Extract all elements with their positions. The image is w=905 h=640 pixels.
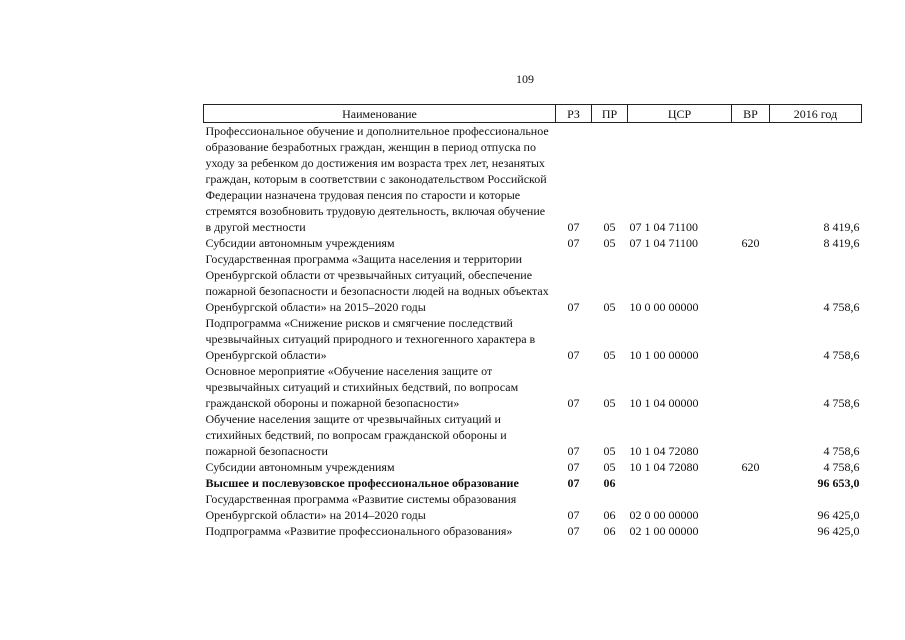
row-rz: 07 [567, 460, 580, 474]
row-vr [732, 123, 770, 236]
row-amount: 4 758,6 [823, 300, 860, 314]
row-amount: 4 758,6 [823, 444, 860, 458]
row-name: Субсидии автономным учреждениям [205, 460, 395, 474]
row-rz: 07 [567, 444, 580, 458]
row-csr: 10 1 04 72080 [629, 444, 699, 458]
row-name: Обучение населения защите от чрезвычайных ситуаций и стихийных бедствий, по вопросам гражданской обороны и пожарной безопасности [205, 412, 507, 458]
row-vr: 620 [741, 236, 760, 250]
row-csr: 10 0 00 00000 [629, 300, 699, 314]
table-row [204, 251, 862, 315]
row-amount: 8 419,6 [823, 220, 860, 234]
row-amount: 96 425,0 [817, 524, 860, 538]
table-row [204, 315, 862, 363]
row-rz: 07 [567, 476, 580, 490]
row-name: Высшее и послевузовское профессиональное образование [205, 476, 519, 490]
header-name: Наименование [204, 105, 556, 123]
row-csr [628, 475, 732, 491]
row-name: Подпрограмма «Развитие профессионального образования» [205, 524, 513, 538]
row-pr: 05 [603, 444, 616, 458]
row-name: Государственная программа «Защита населения и территории Оренбургской области от чрезвычайных ситуаций, обеспечение пожарной безопасности и безопасности людей на водных объектах Оренбургской области» на 2015–2020 годы [205, 252, 549, 314]
row-amount: 4 758,6 [823, 348, 860, 362]
row-pr: 05 [603, 220, 616, 234]
row-csr: 10 1 04 72080 [629, 460, 699, 474]
row-rz: 07 [567, 396, 580, 410]
row-vr [732, 523, 770, 539]
row-csr: 07 1 04 71100 [629, 220, 699, 234]
table-row [204, 459, 862, 475]
row-pr: 06 [603, 524, 616, 538]
table-row [204, 523, 862, 539]
table-row [204, 491, 862, 523]
table-row [204, 475, 862, 491]
row-csr: 10 1 04 00000 [629, 396, 699, 410]
row-rz: 07 [567, 508, 580, 522]
row-csr: 07 1 04 71100 [629, 236, 699, 250]
row-rz: 07 [567, 524, 580, 538]
header-pr: ПР [592, 105, 628, 123]
row-csr: 10 1 00 00000 [629, 348, 699, 362]
table-body [204, 123, 862, 540]
row-pr: 05 [603, 460, 616, 474]
row-amount: 4 758,6 [823, 460, 860, 474]
row-vr [732, 475, 770, 491]
row-csr: 02 1 00 00000 [629, 524, 699, 538]
row-amount: 96 425,0 [817, 508, 860, 522]
row-name: Профессиональное обучение и дополнительное профессиональное образование безработных граждан, женщин в период отпуска по уходу за ребенком до достижения им возраста трех лет, незанятых граждан, которым в соответствии с законодательством Российской Федерации назначена трудовая пенсия по старости и которые стремятся возобновить трудовую деятельность, включая обучение в другой местности [205, 124, 549, 234]
row-vr [732, 411, 770, 459]
row-rz: 07 [567, 300, 580, 314]
row-rz: 07 [567, 220, 580, 234]
row-name: Основное мероприятие «Обучение населения защите от чрезвычайных ситуаций и стихийных бедствий, по вопросам гражданской обороны и пожарной безопасности» [205, 364, 519, 410]
row-pr: 06 [603, 476, 616, 490]
header-rz: РЗ [556, 105, 592, 123]
table-header-row [204, 105, 862, 123]
row-vr: 620 [741, 460, 760, 474]
row-vr [732, 491, 770, 523]
header-amount: 2016 год [770, 105, 862, 123]
row-rz: 07 [567, 348, 580, 362]
row-pr: 05 [603, 236, 616, 250]
row-pr: 06 [603, 508, 616, 522]
row-name: Государственная программа «Развитие системы образования Оренбургской области» на 2014–2020 годы [205, 492, 517, 522]
row-amount: 96 653,0 [817, 476, 860, 490]
row-pr: 05 [603, 300, 616, 314]
row-amount: 8 419,6 [823, 236, 860, 250]
table-row [204, 363, 862, 411]
row-csr: 02 0 00 00000 [629, 508, 699, 522]
page-number: 109 [516, 72, 534, 86]
row-pr: 05 [603, 348, 616, 362]
row-vr [732, 315, 770, 363]
header-csr: ЦСР [628, 105, 732, 123]
row-name: Подпрограмма «Снижение рисков и смягчение последствий чрезвычайных ситуаций природного и техногенного характера в Оренбургской области» [205, 316, 536, 362]
row-vr [732, 363, 770, 411]
row-name: Субсидии автономным учреждениям [205, 236, 395, 250]
row-amount: 4 758,6 [823, 396, 860, 410]
row-vr [732, 251, 770, 315]
budget-table [203, 104, 862, 539]
row-pr: 05 [603, 396, 616, 410]
header-vr: ВР [732, 105, 770, 123]
table-row [204, 235, 862, 251]
row-rz: 07 [567, 236, 580, 250]
table-row [204, 411, 862, 459]
table-row [204, 123, 862, 236]
